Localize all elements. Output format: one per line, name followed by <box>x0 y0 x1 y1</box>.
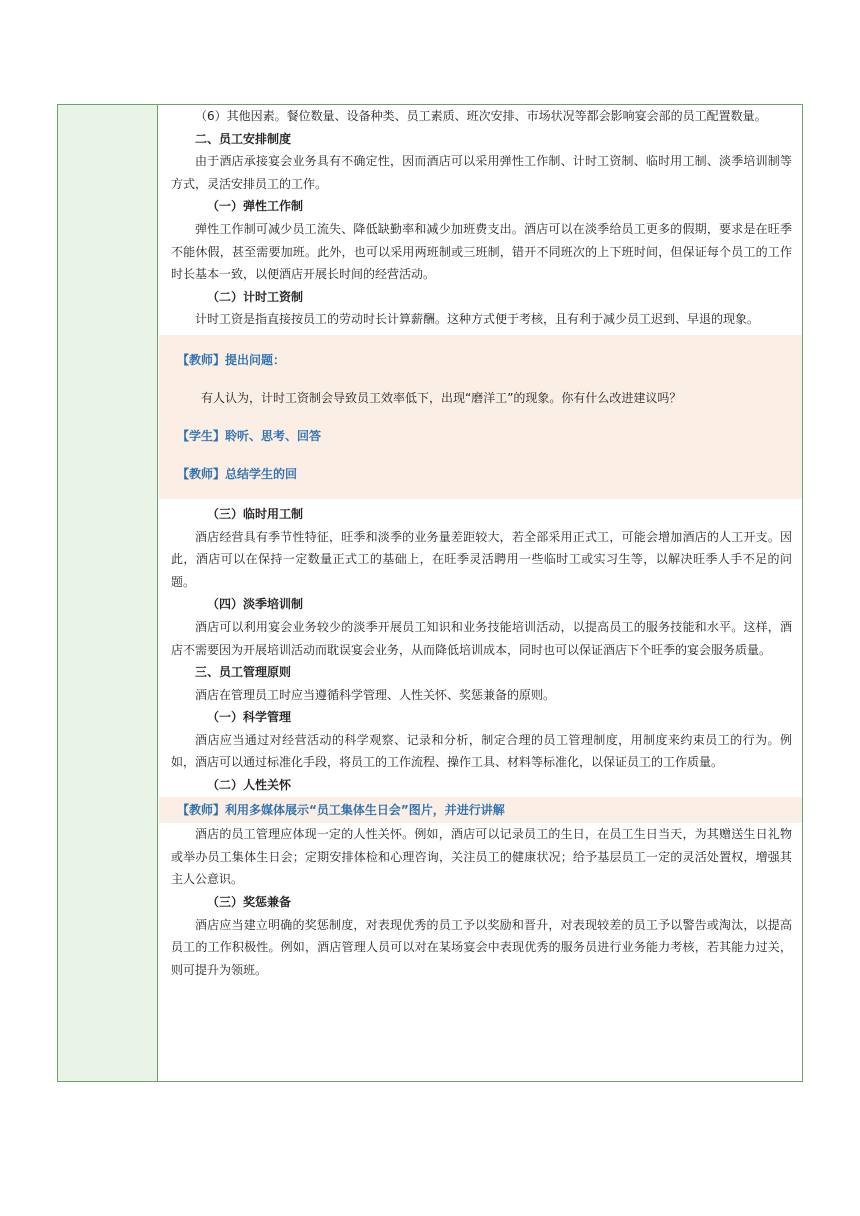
paragraph-offseason-training: 酒店可以利用宴会业务较少的淡季开展员工知识和业务技能培训活动，以提高员工的服务技能和水平。这样，酒店不需要因为开展培训活动而耽误宴会业务，从而降低培训成本，同时也可以保证酒店下个旺季的宴会服务质量。 <box>171 619 792 657</box>
heading-management-principles: 三、员工管理原则 <box>195 665 292 680</box>
heading-scientific-management: （一）科学管理 <box>207 710 292 725</box>
paragraph-scientific-management: 酒店应当通过对经营活动的科学观察、记录和分析，制定合理的员工管理制度，用制度来约束员工的行为。例如，酒店可以通过标准化手段，将员工的工作流程、操作工具、材料等标准化，以保证员工的工作质量。 <box>171 732 792 770</box>
table-left-column <box>58 105 158 1081</box>
paragraph-temp-labor: 酒店经营具有季节性特征，旺季和淡季的业务量差距较大，若全部采用正式工，可能会增加酒店的人工开支。因此，酒店可以在保持一定数量正式工的基础上，在旺季灵活聘用一些临时工或实习生等，以解决旺季人手不足的问题。 <box>171 529 792 589</box>
teacher-media-note: 【教师】利用多媒体展示“员工集体生日会”图片，并进行讲解 <box>159 797 802 824</box>
heading-temp-labor: （三）临时用工制 <box>207 506 304 521</box>
paragraph-humane-care: 酒店的员工管理应体现一定的人性关怀。例如，酒店可以记录员工的生日，在员工生日当天，为其赠送生日礼物或举办员工集体生日会；定期安排体检和心理咨询，关注员工的健康状况；给予基层员工一定的灵活处置权，增强其主人公意识。 <box>171 827 792 887</box>
paragraph-reward-punishment: 酒店应当建立明确的奖惩制度，对表现优秀的员工予以奖励和晋升，对表现较差的员工予以警告或淘汰，以提高员工的工作积极性。例如，酒店管理人员可以对在某场宴会中表现优秀的服务员进行业务能力考核，若其能力过关，则可提升为领班。 <box>171 917 792 977</box>
heading-reward-punishment: （三）奖惩兼备 <box>207 895 292 910</box>
heading-flex-work: （一）弹性工作制 <box>207 199 304 214</box>
paragraph-flex-work: 弹性工作制可减少员工流失、降低缺勤率和减少加班费支出。酒店可以在淡季给员工更多的假期，要求是在旺季不能休假，甚至需要加班。此外，也可以采用两班制或三班制，错开不同班次的上下班时间，但保证每个员工的工作时长基本一致，以便酒店开展长时间的经营活动。 <box>171 221 792 282</box>
paragraph-other-factors: （6）其他因素。餐位数量、设备种类、员工素质、班次安排、市场状况等都会影响宴会部的员工配置数量。 <box>195 109 767 123</box>
teacher-question-block <box>159 335 802 499</box>
table-content-cell <box>159 105 802 1081</box>
heading-offseason-training: （四）淡季培训制 <box>207 597 304 612</box>
student-response-tag: 【学生】聆听、思考、回答 <box>177 428 322 443</box>
paragraph-staff-system: 由于酒店承接宴会业务具有不确定性，因而酒店可以采用弹性工作制、计时工资制、临时用工制、淡季培训制等方式，灵活安排员工的工作。 <box>171 154 792 191</box>
heading-staff-system: 二、员工安排制度 <box>195 131 292 146</box>
heading-humane-care: （二）人性关怀 <box>207 778 292 793</box>
teacher-summary-tag: 【教师】总结学生的回 <box>177 466 298 481</box>
lesson-table <box>57 104 803 1082</box>
heading-hourly-wage: （二）计时工资制 <box>207 289 304 304</box>
paragraph-management-principles: 酒店在管理员工时应当遵循科学管理、人性关怀、奖惩兼备的原则。 <box>195 687 556 702</box>
teacher-question-text: 有人认为，计时工资制会导致员工效率低下，出现“磨洋工”的现象。你有什么改进建议吗？ <box>201 390 682 405</box>
paragraph-hourly-wage: 计时工资是指直接按员工的劳动时长计算薪酬。这种方式便于考核，且有利于减少员工迟到、早退的现象。 <box>195 312 760 327</box>
teacher-question-tag: 【教师】提出问题： <box>177 352 286 367</box>
